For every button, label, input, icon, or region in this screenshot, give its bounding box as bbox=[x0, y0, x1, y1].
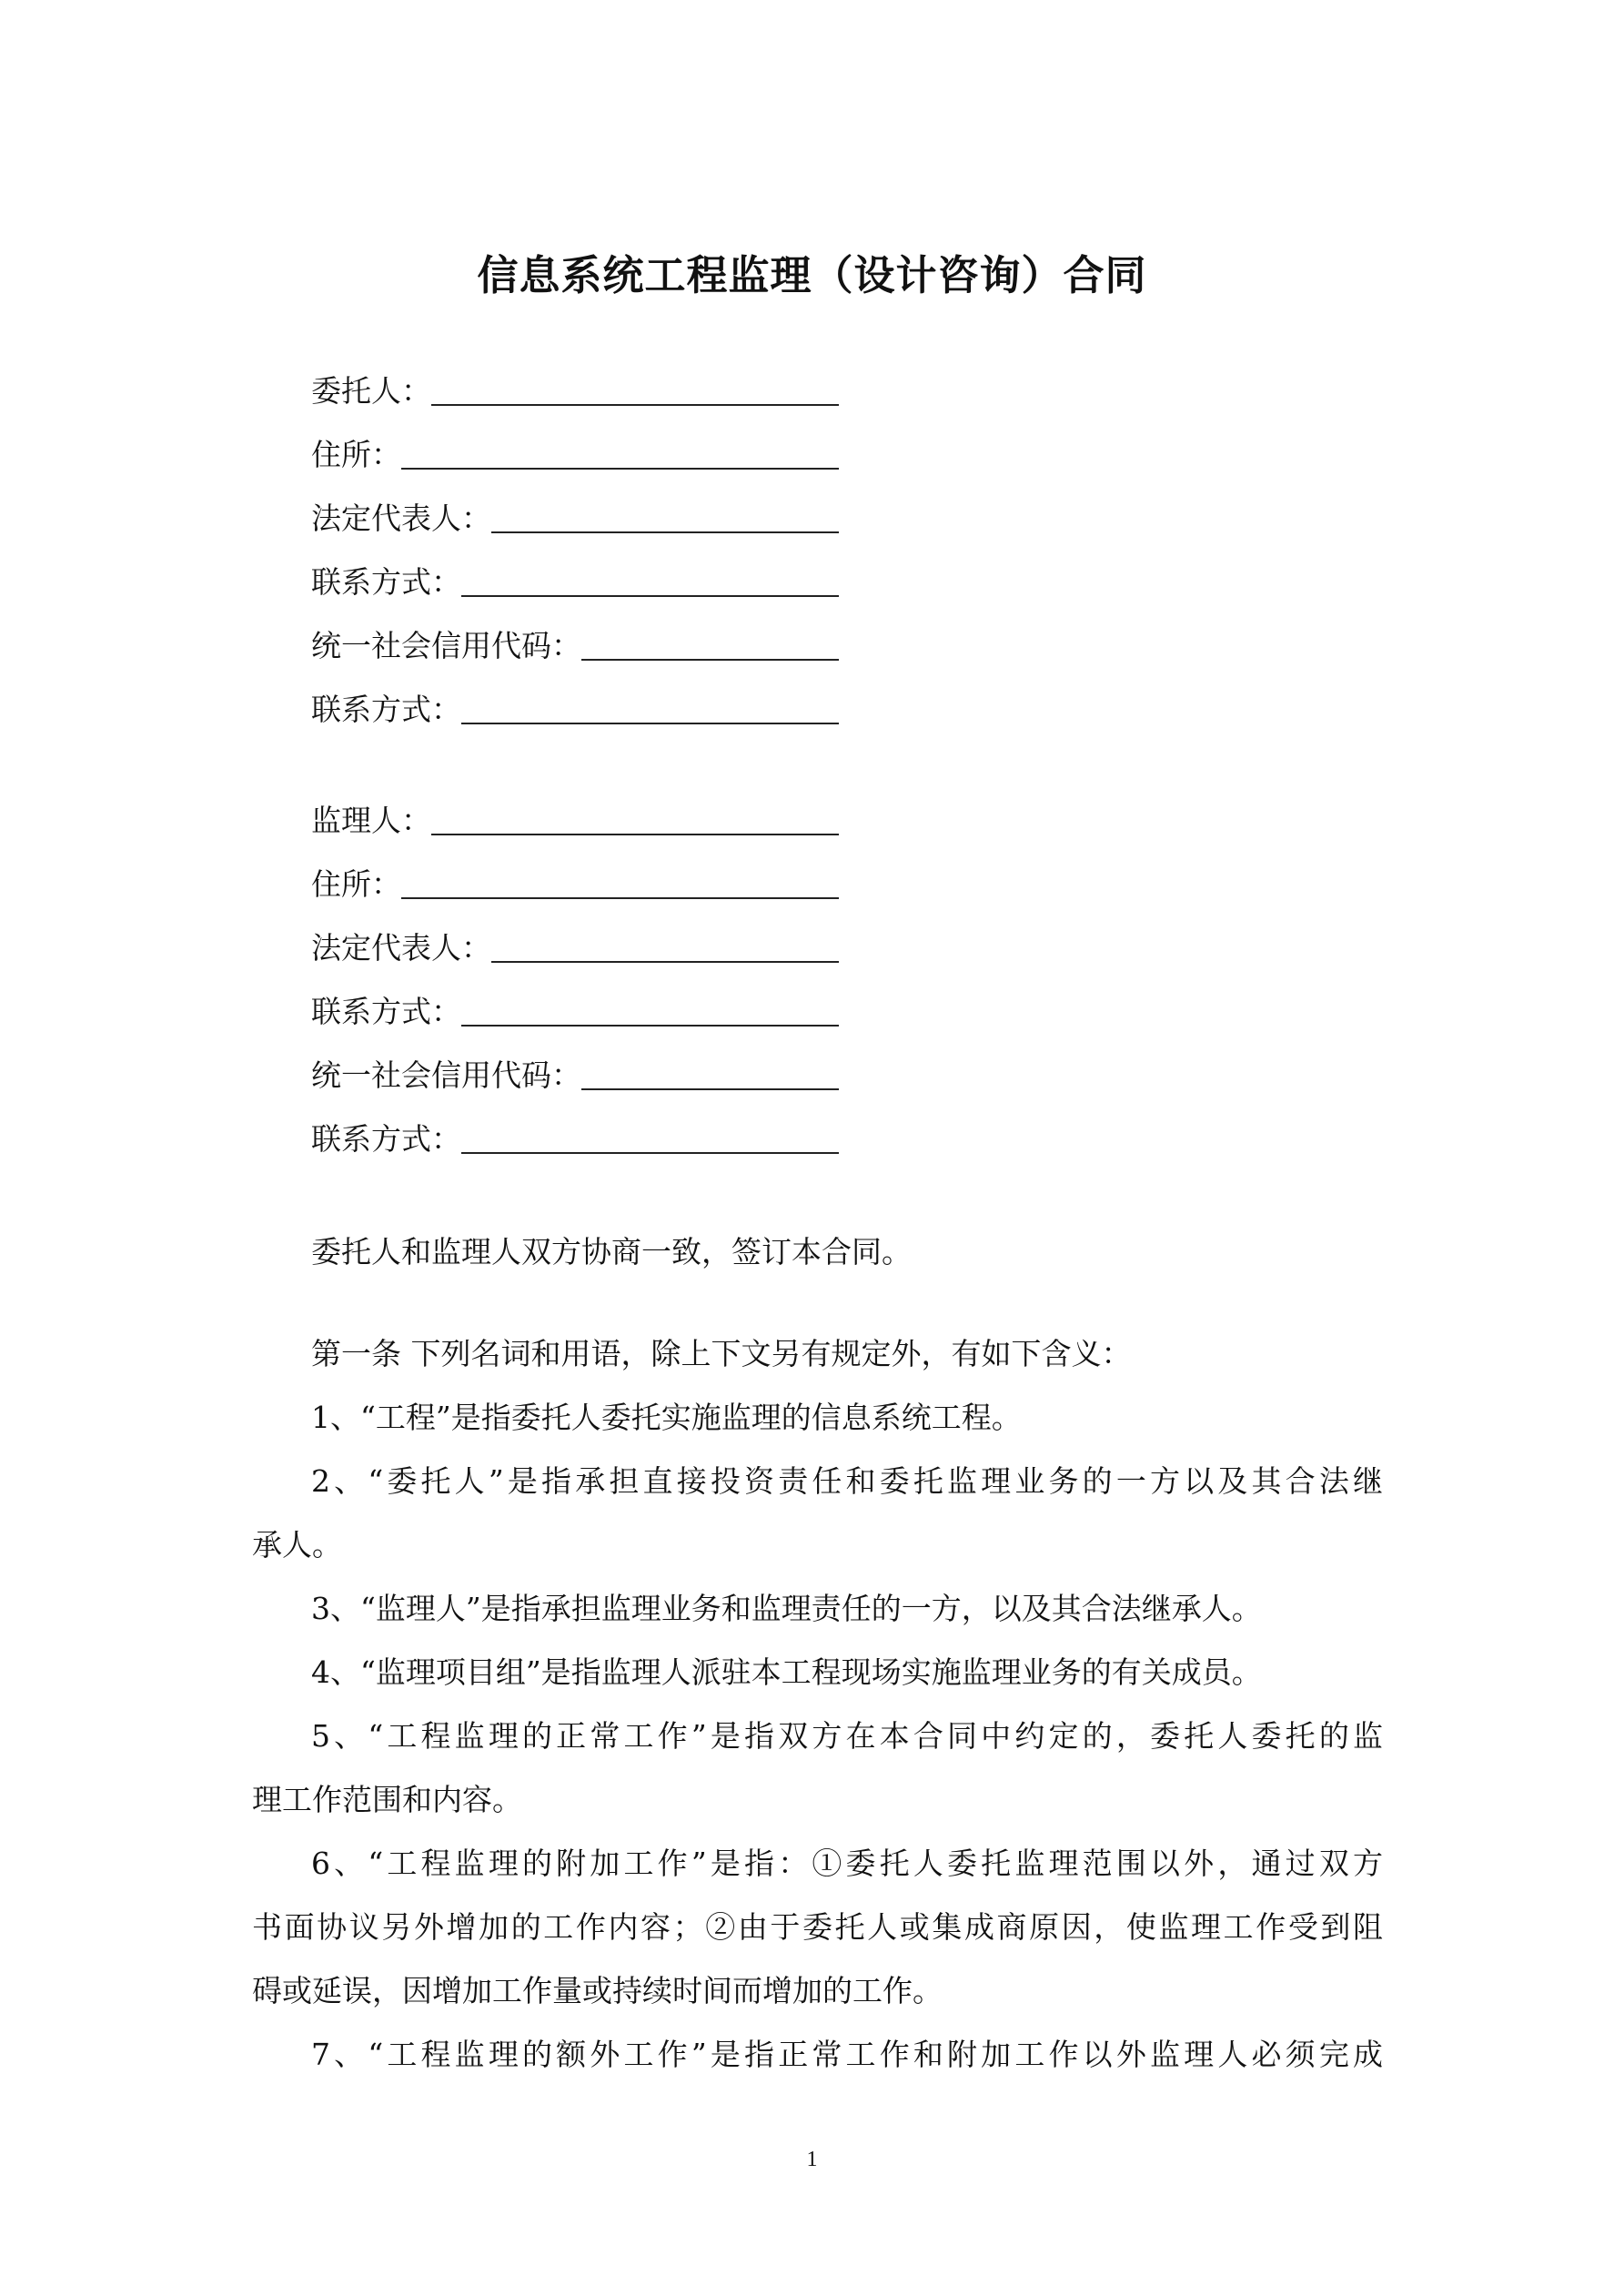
supervisor-address-blank[interactable] bbox=[401, 896, 839, 899]
document-title: 信息系统工程监理（设计咨询）合同 bbox=[477, 251, 1147, 299]
supervisor-credit-code-blank[interactable] bbox=[581, 1087, 839, 1090]
agreement-text: 委托人和监理人双方协商一致，签订本合同。 bbox=[311, 1234, 912, 1269]
client-credit-code-label: 统一社会信用代码： bbox=[311, 628, 581, 663]
article1-item5-line2: 理工作范围和内容。 bbox=[252, 1782, 522, 1817]
client-contact2-label: 联系方式： bbox=[311, 692, 461, 727]
client-contact-blank[interactable] bbox=[461, 594, 839, 597]
client-address-blank[interactable] bbox=[401, 467, 839, 470]
client-contact-field bbox=[311, 555, 839, 610]
supervisor-name-blank[interactable] bbox=[431, 833, 839, 835]
supervisor-name-label: 监理人： bbox=[311, 803, 431, 838]
article1-item3: 3、“监理人”是指承担监理业务和监理责任的一方，以及其合法继承人。 bbox=[311, 1591, 1262, 1626]
client-name-label: 委托人： bbox=[311, 373, 431, 409]
client-credit-code-blank[interactable] bbox=[581, 658, 839, 661]
supervisor-address-label: 住所： bbox=[311, 866, 401, 902]
client-legal-rep-label: 法定代表人： bbox=[311, 501, 491, 536]
article1-item6-line2: 书面协议另外增加的工作内容；②由于委托人或集成商原因，使监理工作受到阻 bbox=[252, 1909, 1383, 1945]
supervisor-contact-label: 联系方式： bbox=[311, 994, 461, 1029]
supervisor-legal-rep-blank[interactable] bbox=[491, 960, 839, 963]
supervisor-address-field bbox=[311, 857, 839, 912]
client-name-blank[interactable] bbox=[431, 403, 839, 406]
client-credit-code-field bbox=[311, 619, 839, 673]
client-contact-label: 联系方式： bbox=[311, 564, 461, 600]
client-contact2-field bbox=[311, 683, 839, 737]
client-address-label: 住所： bbox=[311, 437, 401, 472]
supervisor-credit-code-field bbox=[311, 1048, 839, 1103]
supervisor-legal-rep-label: 法定代表人： bbox=[311, 930, 491, 966]
client-contact2-blank[interactable] bbox=[461, 722, 839, 724]
supervisor-contact-blank[interactable] bbox=[461, 1024, 839, 1027]
supervisor-contact-field bbox=[311, 985, 839, 1039]
article1-item2-line2: 承人。 bbox=[252, 1527, 342, 1563]
client-legal-rep-field bbox=[311, 491, 839, 546]
article1-item5-line1: 5、“工程监理的正常工作”是指双方在本合同中约定的，委托人委托的监 bbox=[311, 1718, 1383, 1754]
supervisor-credit-code-label: 统一社会信用代码： bbox=[311, 1057, 581, 1093]
article1-item6-line3: 碍或延误，因增加工作量或持续时间而增加的工作。 bbox=[252, 1973, 943, 2008]
page-number: 1 bbox=[806, 2148, 818, 2171]
supervisor-legal-rep-field bbox=[311, 921, 839, 976]
supervisor-contact2-label: 联系方式： bbox=[311, 1121, 461, 1157]
article1-item7-line1: 7、“工程监理的额外工作”是指正常工作和附加工作以外监理人必须完成 bbox=[311, 2037, 1383, 2072]
article1-item2-line1: 2、“委托人”是指承担直接投资责任和委托监理业务的一方以及其合法继 bbox=[311, 1463, 1383, 1499]
supervisor-name-field bbox=[311, 794, 839, 848]
article1-heading: 第一条 下列名词和用语，除上下文另有规定外，有如下含义： bbox=[311, 1336, 1132, 1371]
client-name-field bbox=[311, 364, 839, 419]
article1-item6-line1: 6、“工程监理的附加工作”是指：①委托人委托监理范围以外，通过双方 bbox=[311, 1846, 1383, 1881]
supervisor-contact2-blank[interactable] bbox=[461, 1151, 839, 1154]
supervisor-contact2-field bbox=[311, 1112, 839, 1167]
client-address-field bbox=[311, 428, 839, 482]
client-legal-rep-blank[interactable] bbox=[491, 531, 839, 533]
article1-item4: 4、“监理项目组”是指监理人派驻本工程现场实施监理业务的有关成员。 bbox=[311, 1654, 1262, 1690]
article1-item1: 1、“工程”是指委托人委托实施监理的信息系统工程。 bbox=[311, 1400, 1022, 1435]
